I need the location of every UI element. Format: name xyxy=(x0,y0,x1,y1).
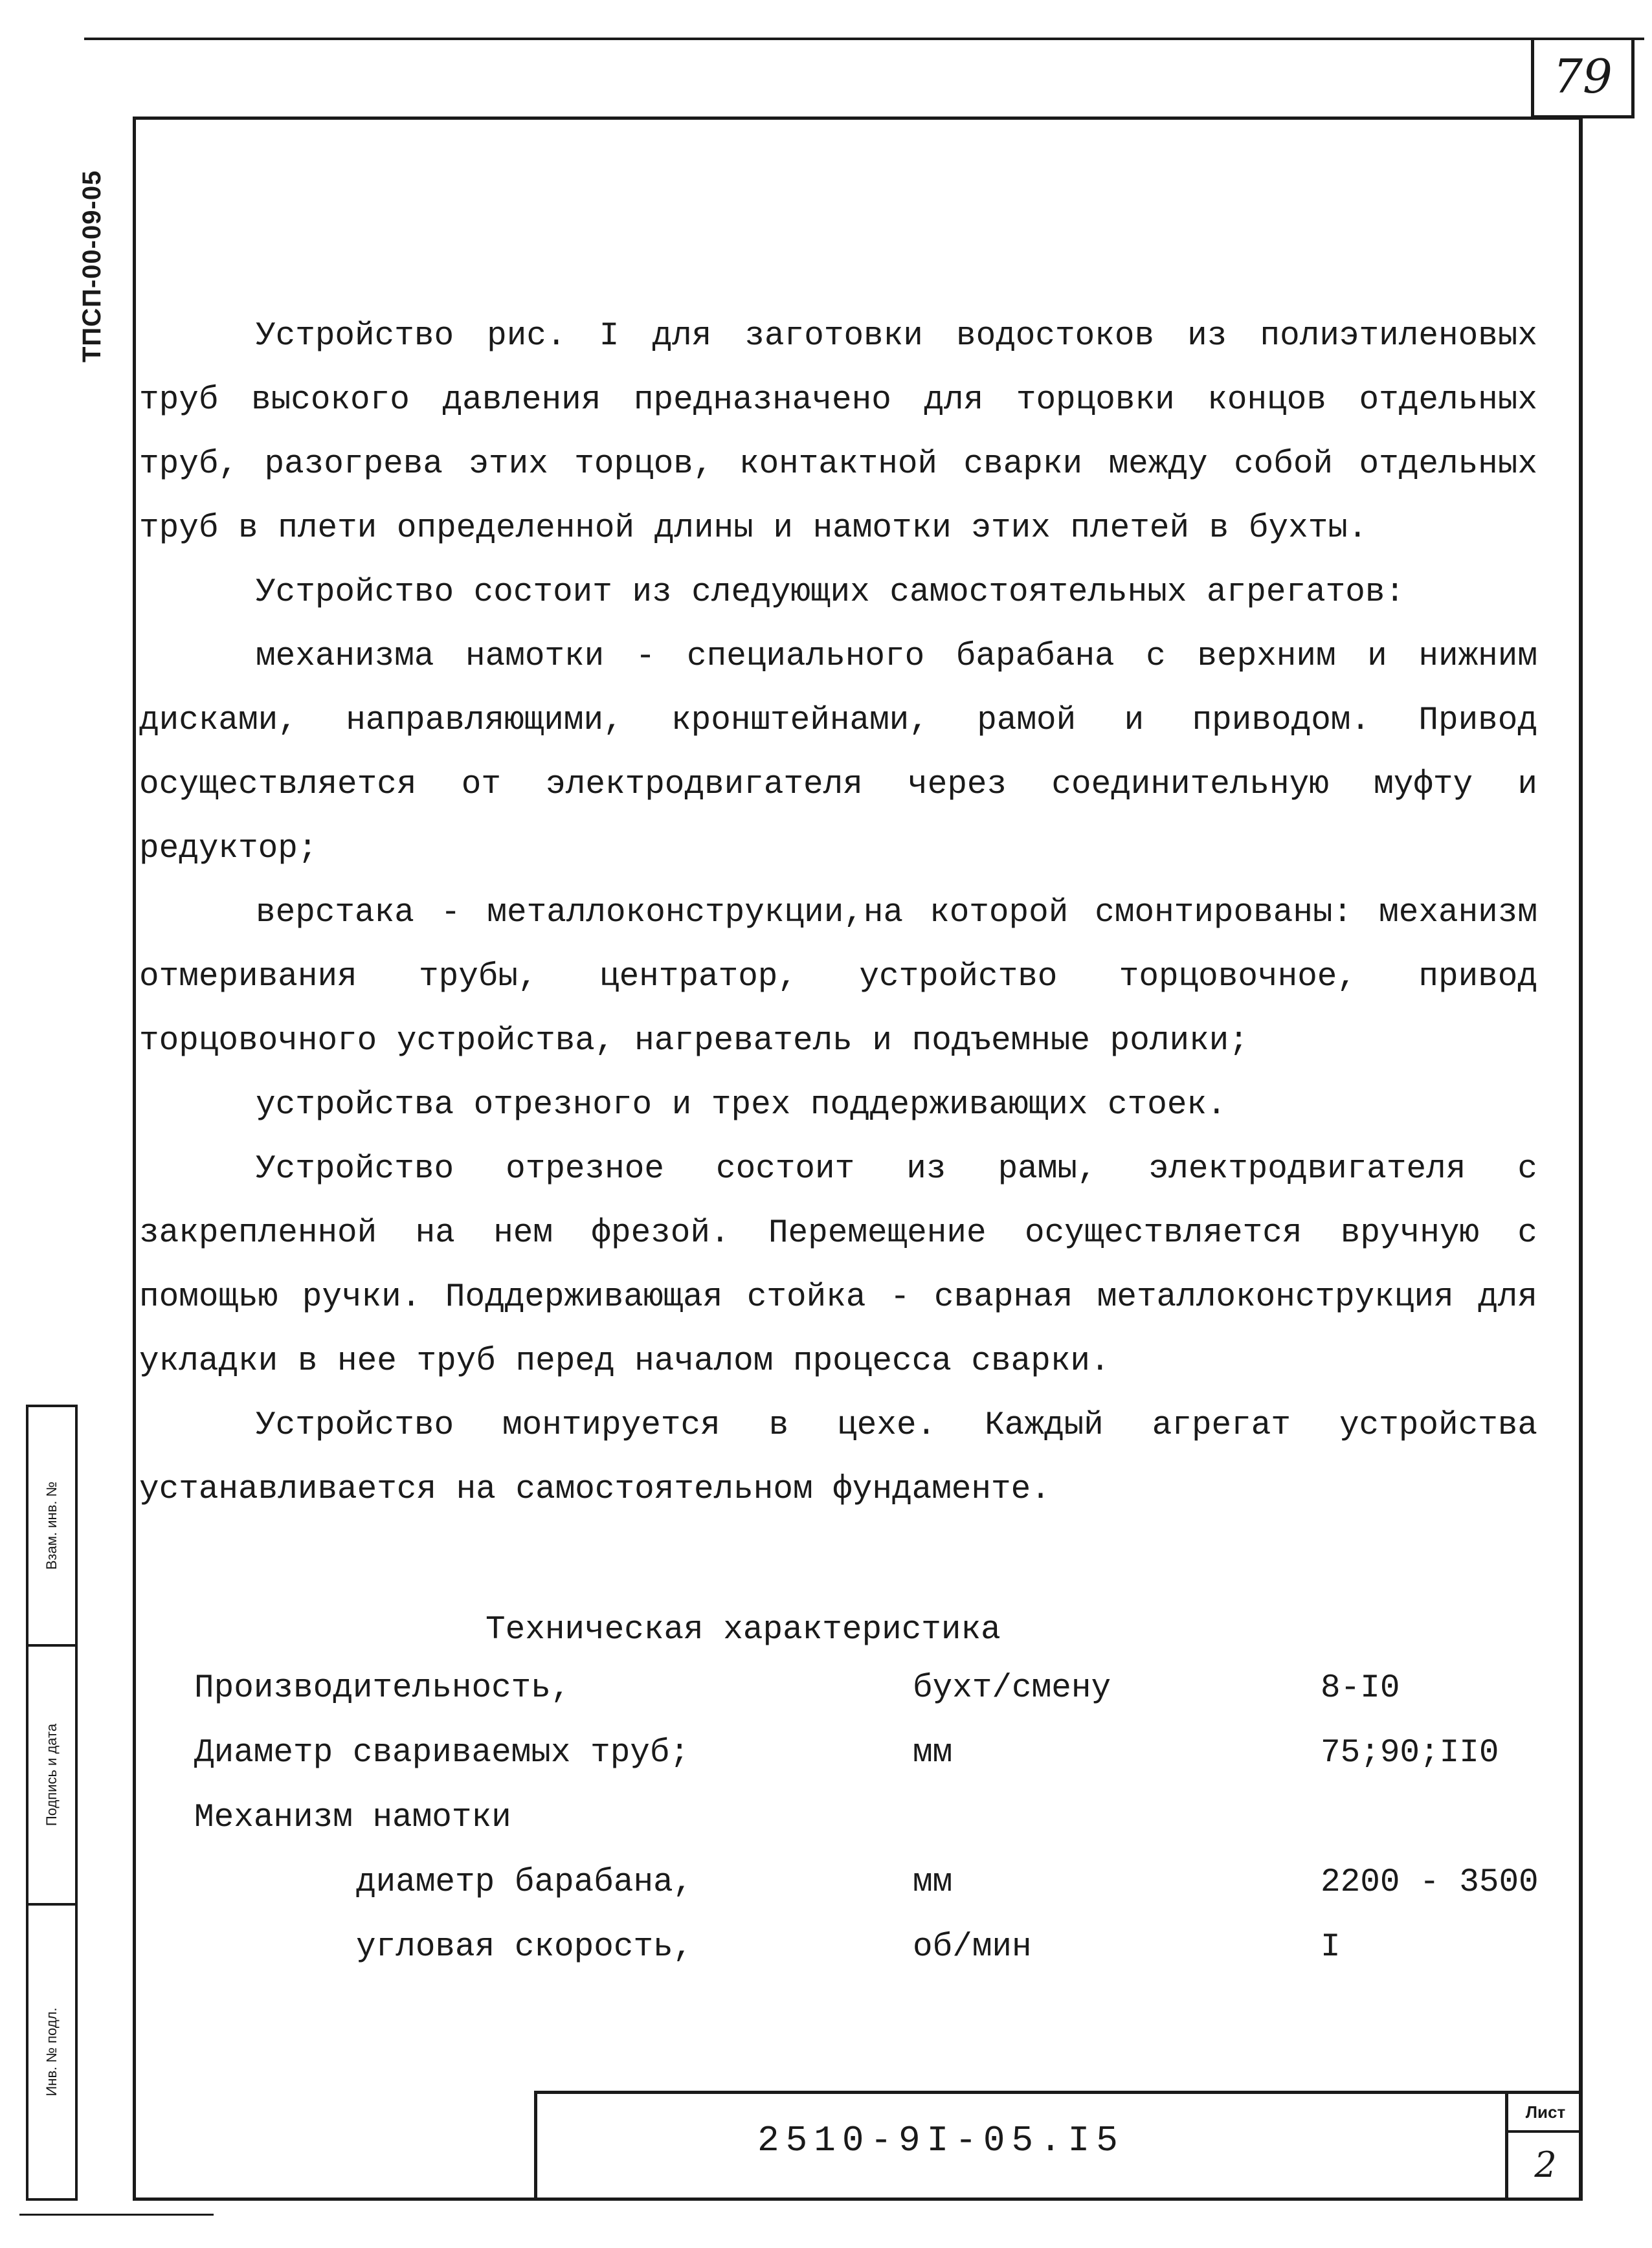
spec-unit: бухт/смену xyxy=(913,1670,1111,1707)
sheet-number: 2 xyxy=(1534,2144,1557,2185)
stamp-cell xyxy=(28,1647,75,1906)
spec-value: 2200 - 3500 xyxy=(1321,1864,1539,1901)
spec-label: Механизм намотки xyxy=(194,1799,511,1836)
paragraph: механизма намотки - специального барабана с верхним и нижним дисками, направляющими, кронштейнами, рамой и приводом. Привод осуществляется от электродвигателя через соединительную муфту и редуктор; xyxy=(139,638,1537,867)
stamp-label: Взам. инв. № xyxy=(43,1481,60,1570)
spec-row xyxy=(194,1670,1554,1735)
spec-label: Диаметр свариваемых труб; xyxy=(194,1735,690,1772)
spec-row xyxy=(194,1929,1554,1994)
title-block xyxy=(534,2091,1583,2201)
spec-label: Производительность, xyxy=(194,1670,571,1707)
paragraph: Устройство монтируется в цехе. Каждый агрегат устройства устанавливается на самостоятельном фундаменте. xyxy=(139,1407,1537,1508)
spec-table xyxy=(194,1670,1554,1994)
doc-number: 2510-9I-05.I5 xyxy=(757,2120,1124,2161)
sheet-label: Лист xyxy=(1508,2094,1583,2133)
spec-label: диаметр барабана, xyxy=(356,1864,693,1901)
paragraph: верстака - металлоконструкции,на которой смонтированы: механизм отмеривания трубы, центратор, устройство торцовочное, привод торцовочного устройства, нагреватель и подъемные ролики; xyxy=(139,895,1537,1060)
left-stamp xyxy=(26,1405,78,2201)
paragraph: Устройство рис. I для заготовки водостоков из полиэтиленовых труб высокого давления предназначено для торцовки концов отдельных труб, разогрева этих торцов, контактной сварки между собой отдельных труб в плети определенной длины и намотки этих плетей в бухты. xyxy=(139,318,1537,547)
page-number: 79 xyxy=(1531,38,1635,118)
stamp-label: Инв. № подл. xyxy=(43,2007,60,2097)
spec-title: Техническая характеристика xyxy=(486,1612,1001,1649)
bottom-rule xyxy=(19,2214,214,2216)
doc-code: ТПСП-00-09-05 xyxy=(78,170,106,362)
sheet-box xyxy=(1505,2094,1583,2201)
spec-value: 75;90;II0 xyxy=(1321,1735,1499,1772)
spec-label: угловая скорость, xyxy=(356,1929,693,1966)
spec-row xyxy=(194,1735,1554,1799)
paragraph: Устройство отрезное состоит из рамы, электродвигателя с закрепленной на нем фрезой. Перемещение осуществляется вручную с помощью ручки. Поддерживающая стойка - сварная металлоконструкция для укладки в нее труб перед началом процесса сварки. xyxy=(139,1151,1537,1380)
stamp-label: Подпись и дата xyxy=(43,1723,60,1827)
paragraph: Устройство состоит из следующих самостоятельных агрегатов: xyxy=(256,574,1405,611)
spec-value: I xyxy=(1321,1929,1341,1966)
spec-row xyxy=(194,1864,1554,1929)
stamp-cell xyxy=(28,1407,75,1647)
spec-unit: мм xyxy=(913,1864,953,1901)
spec-unit: мм xyxy=(913,1735,953,1772)
spec-row xyxy=(194,1799,1554,1864)
top-rule xyxy=(84,38,1541,40)
body-text xyxy=(139,304,1537,1522)
spec-value: 8-I0 xyxy=(1321,1670,1400,1707)
spec-unit: об/мин xyxy=(913,1929,1032,1966)
paragraph: устройства отрезного и трех поддерживающих стоек. xyxy=(256,1087,1227,1124)
stamp-cell xyxy=(28,1906,75,2198)
